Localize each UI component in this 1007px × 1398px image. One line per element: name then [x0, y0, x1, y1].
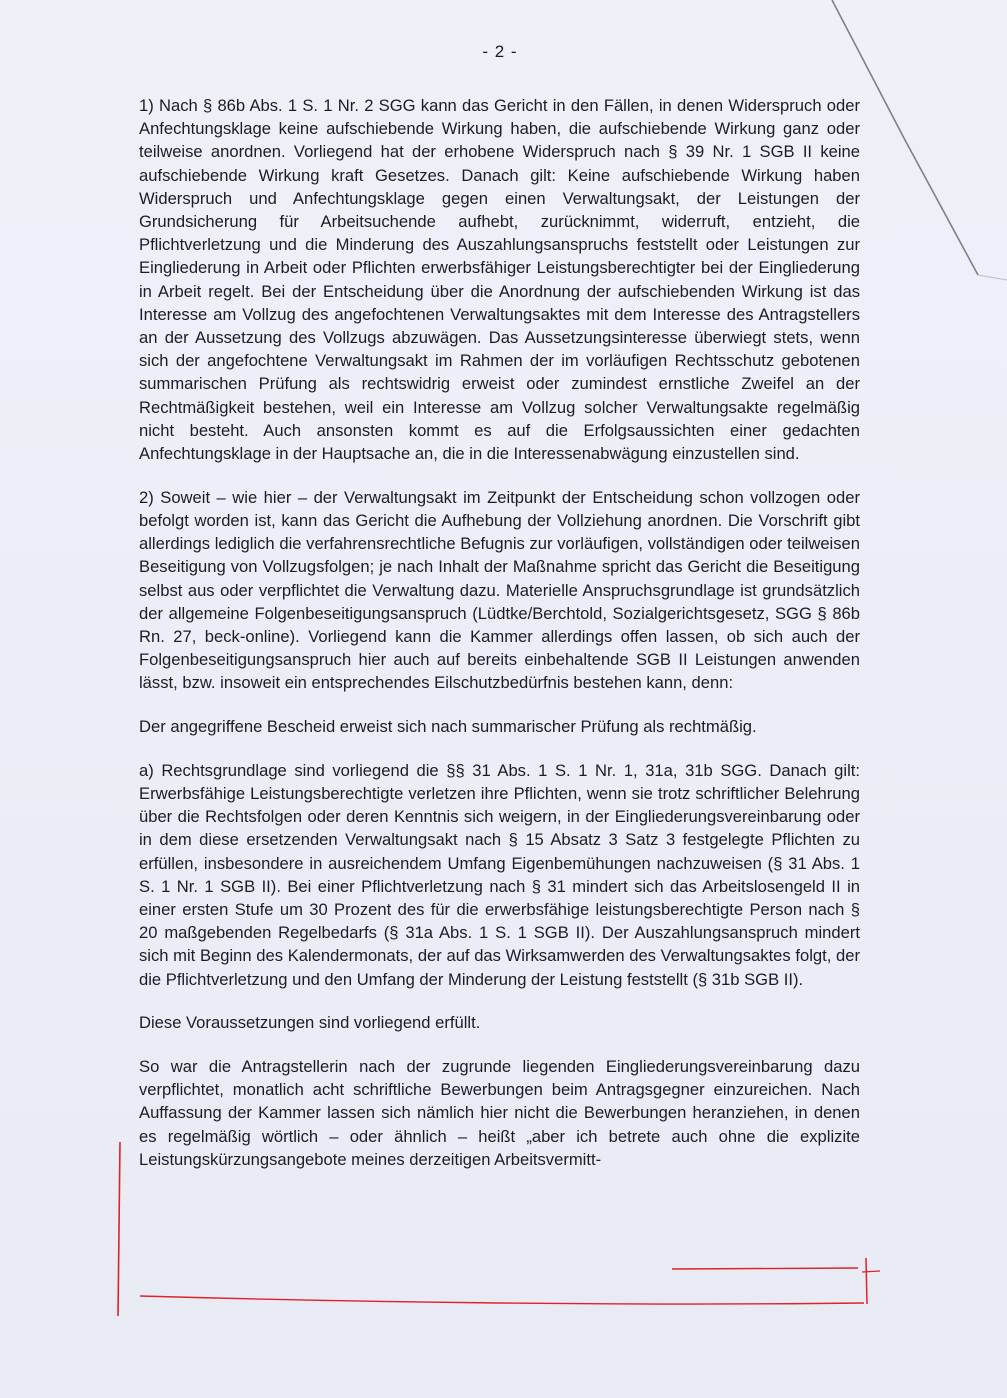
document-body — [139, 94, 860, 1171]
right-bracket-mark — [866, 1258, 867, 1304]
paragraph-a-legal-grounds: a) Rechtsgrundlage sind vorliegend die §§ 31 Abs. 1 S. 1 Nr. 1, 31a, 31b SGG. Danach gilt: Erwerbsfähige Leistungsberechtigte verletzen ihre Pflichten, wenn sie trotz schriftlicher Belehrung über die Rechtsfolgen oder deren Kenntnis sich weigern, in der Eingliederungsvereinbarung oder in dem diese ersetzenden Verwaltungsakt nach § 15 Absatz 3 Satz 3 festgelegte Pflichten zu erfüllen, insbesondere in ausreichendem Umfang Eigenbemühungen nachzuweisen (§ 31 Abs. 1 S. 1 Nr. 1 SGB II). Bei einer Pflichtverletzung nach § 31 mindert sich das Arbeitslosengeld II in einer ersten Stufe um 30 Prozent des für die erwerbsfähige leistungsberechtigte Person nach § 20 maßgebenden Regelbedarfs (§ 31a Abs. 1 S. 1 SGB II). Der Auszahlungsanspruch mindert sich mit Beginn des Kalendermonats, der auf das Wirksamwerden des Verwaltungsaktes folgt, der die Pflichtverletzung und den Umfang der Minderung der Leistung feststellt (§ 31b SGB II). — [139, 760, 860, 989]
paragraph-1-legal-basis: 1) Nach § 86b Abs. 1 S. 1 Nr. 2 SGG kann das Gericht in den Fällen, in denen Widerspruch oder Anfechtungsklage keine aufschiebende Wirkung haben, die aufschiebende Wirkung ganz oder teilweise anordnen. Vorliegend hat der erhobene Widerspruch nach § 39 Nr. 1 SGB II keine aufschiebende Wirkung kraft Gesetzes. Danach gilt: Keine aufschiebende Wirkung haben Widerspruch und Anfechtungsklage gegen einen Verwaltungsakt, der Leistungen der Grundsicherung für Arbeitsuchende aufhebt, zurücknimmt, widerruft, entzieht, die Pflichtverletzung und die Minderung des Auszahlungsanspruchs feststellt oder Leistungen zur Eingliederung in Arbeit oder Pflichten erwerbsfähiger Leistungsberechtigter bei der Eingliederung in Arbeit regelt. Bei der Entscheidung über die Anordnung der aufschiebenden Wirkung ist das Interesse am Vollzug des angefochtenen Verwaltungsaktes mit dem Interesse des Antragstellers an der Aussetzung des Vollzugs abzuwägen. Das Aussetzungsinteresse überwiegt stets, wenn sich der angefochtene Verwaltungsakt im Rahmen der im vorläufigen Rechtsschutz gebotenen summarischen Prüfung als rechtswidrig erweist oder zumindest ernstliche Zweifel an der Rechtmäßigkeit bestehen, weil ein Interesse am Vollzug solcher Verwaltungsakte regelmäßig nicht besteht. Auch ansonsten kommt es auf die Erfolgsaussichten einer gedachten Anfechtungsklage in der Hauptsache an, die in die Interessenabwägung einzustellen sind. — [139, 96, 860, 464]
paragraph-conditions-met: Diese Voraussetzungen sind vorliegend erfüllt. — [139, 1013, 481, 1033]
underline-quote-start — [672, 1268, 858, 1269]
paragraph-applicant-obligations: So war die Antragstellerin nach der zugrunde liegenden Eingliederungsvereinbarung dazu verpflichtet, monatlich acht schriftliche Bewerbungen beim Antragsgegner einzureichen. Nach Auffassung der Kammer lassen sich nämlich hier nicht die Bewerbungen heranziehen, in denen es regelmäßig wörtlich – oder ähnlich – heißt „aber ich betrete auch ohne die explizite Leistungskürzungsangebote meines derzeitigen Arbeitsvermitt- — [139, 1057, 860, 1169]
paragraph-finding: Der angegriffene Bescheid erweist sich nach summarischer Prüfung als rechtmäßig. — [139, 717, 757, 737]
underline-last-line — [140, 1296, 864, 1304]
margin-line-left — [118, 1142, 120, 1316]
page-number: - 2 - — [482, 42, 518, 61]
paragraph-2-enforcement: 2) Soweit – wie hier – der Verwaltungsakt im Zeitpunkt der Entscheidung schon vollzogen oder befolgt worden ist, kann das Gericht die Aufhebung der Vollziehung anordnen. Die Vorschrift gibt allerdings lediglich die verfahrensrechtliche Befugnis zur vorläufigen, vollständigen oder teilweisen Beseitigung von Vollzugsfolgen; je nach Inhalt der Maßnahme spricht das Gericht die Beseitigung selbst aus oder verpflichtet die Verwaltung dazu. Materielle Anspruchsgrundlage ist grundsätzlich der allgemeine Folgenbeseitigungsanspruch (Lüdtke/Berchtold, Sozialgerichtsgesetz, SGG § 86b Rn. 27, beck-online). Vorliegend kann die Kammer allerdings offen lassen, ob sich auch der Folgenbeseitigungsanspruch hier auch auf bereits einbehaltende SGB II Leistungen anwenden lässt, bzw. insoweit ein entsprechendes Eilschutzbedürfnis bestehen kann, denn: — [139, 487, 860, 693]
